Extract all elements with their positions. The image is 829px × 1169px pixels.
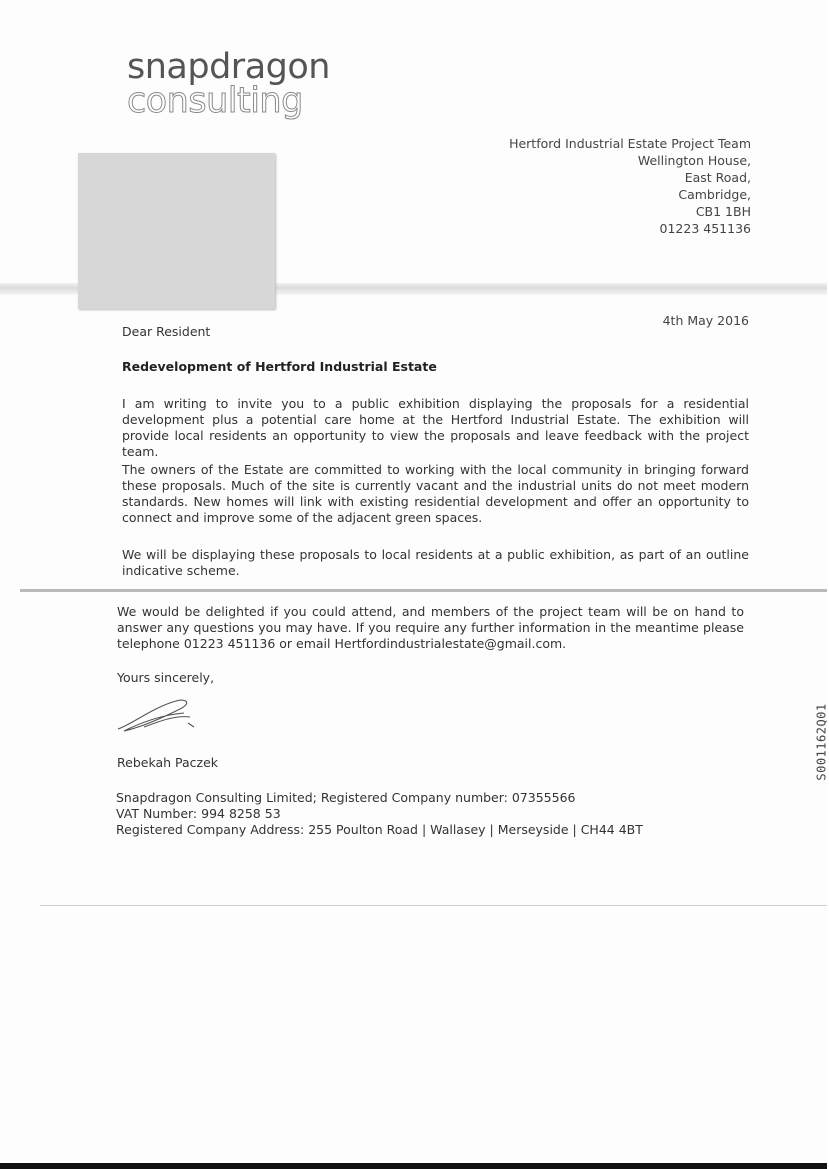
- address-line: Wellington House,: [637, 153, 751, 168]
- reference-code: S001162Q01: [814, 703, 829, 781]
- footer-line: VAT Number: 994 8258 53: [116, 806, 281, 821]
- closing: Yours sincerely,: [117, 670, 215, 685]
- address-line: East Road,: [684, 170, 751, 185]
- body-paragraph: I am writing to invite you to a public exhibition displaying the proposals for a residential development plus a potential care home at the Hertford Industrial Estate. The exhibition will provide local residents an opportunity to view the proposals and leave feedback with the project team.: [122, 396, 749, 459]
- footer-line: Registered Company Address: 255 Poulton Road | Wallasey | Merseyside | CH44 4BT: [116, 822, 643, 837]
- scan-fold-line-lower: [40, 905, 827, 906]
- address-line: Hertford Industrial Estate Project Team: [509, 136, 751, 151]
- body-paragraph: We would be delighted if you could attend, and members of the project team will be on hand to answer any questions you may have. If you require any further information in the meantime please telephone 01223 451136 or email Hertfordindustrialestate@gmail.com.: [117, 604, 744, 651]
- scan-edge: [0, 1163, 827, 1169]
- footer-line: Snapdragon Consulting Limited; Registered Company number: 07355566: [116, 790, 576, 805]
- sender-address: [509, 135, 751, 237]
- signatory-name: Rebekah Paczek: [117, 755, 219, 770]
- logo-line-2: consulting: [127, 81, 303, 122]
- scan-fold-line: [20, 589, 827, 592]
- salutation: Dear Resident: [122, 324, 211, 339]
- address-line: Cambridge,: [678, 187, 751, 202]
- body-paragraph: We will be displaying these proposals to local residents at a public exhibition, as part of an outline indicative scheme.: [122, 547, 749, 578]
- address-line: 01223 451136: [659, 221, 751, 236]
- redacted-recipient-address: [78, 153, 275, 309]
- logo-line-1: snapdragon: [127, 47, 330, 87]
- company-footer: [116, 790, 743, 838]
- signature-icon: [114, 693, 204, 738]
- address-line: CB1 1BH: [695, 204, 751, 219]
- subject-line: Redevelopment of Hertford Industrial Estate: [122, 359, 437, 374]
- body-paragraph: The owners of the Estate are committed to working with the local community in bringing forward these proposals. Much of the site is currently vacant and the industrial units do not meet modern standards. New homes will link with existing residential development and offer an opportunity to connect and improve some of the adjacent green spaces.: [122, 462, 749, 525]
- letter-date: 4th May 2016: [662, 313, 749, 328]
- company-logo: [127, 47, 330, 122]
